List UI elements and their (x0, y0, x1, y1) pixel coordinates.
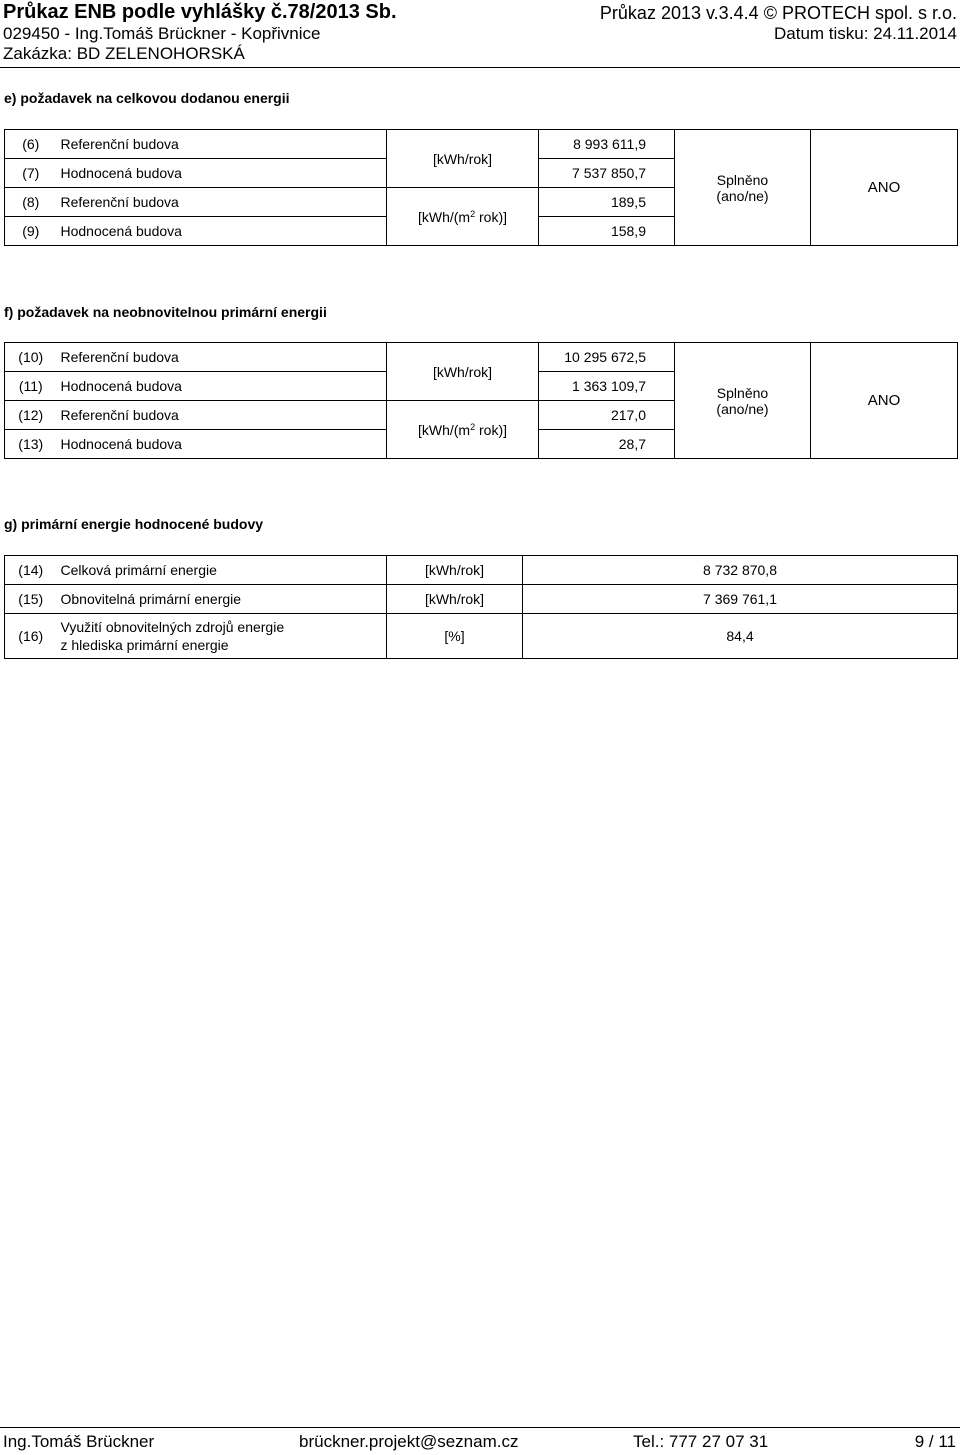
section-f-title: f) požadavek na neobnovitelnou primární energii (4, 304, 327, 320)
row-value: 8 732 870,8 (523, 556, 958, 585)
row-value: 1 363 109,7 (539, 372, 675, 401)
table-row (5, 343, 958, 372)
fulfilled-label: Splněno (716, 384, 769, 401)
row-label-line: Využití obnovitelných zdrojů energie (60, 619, 285, 635)
row-index: (13) (5, 430, 57, 459)
row-label: Hodnocená budova (57, 217, 387, 246)
unit-cell: [kWh/rok] (387, 343, 539, 401)
document-title: Průkaz ENB podle vyhlášky č.78/2013 Sb. (3, 1, 397, 23)
row-label (57, 614, 387, 659)
row-label: Hodnocená budova (57, 159, 387, 188)
software-version: Průkaz 2013 v.3.4.4 © PROTECH spol. s r.o. (599, 3, 957, 23)
row-index: (12) (5, 401, 57, 430)
unit-superscript: 2 (470, 421, 476, 432)
row-index: (15) (5, 585, 57, 614)
row-value: 8 993 611,9 (539, 130, 675, 159)
section-e-table (4, 129, 958, 246)
row-index: (6) (5, 130, 57, 159)
unit-cell (387, 401, 539, 459)
answer-cell: ANO (811, 130, 958, 246)
row-unit: [kWh/rok] (387, 556, 523, 585)
section-e-title: e) požadavek na celkovou dodanou energii (4, 90, 290, 106)
row-label: Referenční budova (57, 343, 387, 372)
row-index: (16) (5, 614, 57, 659)
fulfilled-cell (675, 130, 811, 246)
row-label-line: z hlediska primární energie (60, 637, 229, 653)
footer-phone: Tel.: 777 27 07 31 (633, 1432, 769, 1451)
row-label: Obnovitelná primární energie (57, 585, 387, 614)
row-value: 7 369 761,1 (523, 585, 958, 614)
row-value: 217,0 (539, 401, 675, 430)
section-f-table (4, 342, 958, 459)
row-index: (10) (5, 343, 57, 372)
fulfilled-label: Splněno (716, 171, 769, 188)
unit-text: rok)] (475, 421, 507, 438)
unit-text: [kWh/(m (417, 208, 471, 225)
page-header (0, 0, 960, 68)
row-value: 28,7 (539, 430, 675, 459)
row-value: 84,4 (523, 614, 958, 659)
row-value: 189,5 (539, 188, 675, 217)
project-line: Zakázka: BD ZELENOHORSKÁ (3, 44, 245, 63)
print-date: Datum tisku: 24.11.2014 (773, 24, 957, 43)
table-row (5, 130, 958, 159)
yes-no-label: (ano/ne) (716, 400, 769, 417)
footer-name: Ing.Tomáš Brückner (3, 1432, 155, 1451)
row-label: Referenční budova (57, 130, 387, 159)
unit-text: [kWh/(m (417, 421, 471, 438)
row-label: Referenční budova (57, 401, 387, 430)
row-index: (7) (5, 159, 57, 188)
row-value: 158,9 (539, 217, 675, 246)
row-label: Celková primární energie (57, 556, 387, 585)
section-g-title: g) primární energie hodnocené budovy (4, 516, 264, 532)
footer-divider (0, 1427, 960, 1428)
row-unit: [kWh/rok] (387, 585, 523, 614)
yes-no-label: (ano/ne) (716, 187, 769, 204)
fulfilled-cell (675, 343, 811, 459)
row-index: (8) (5, 188, 57, 217)
table-row (5, 585, 958, 614)
row-value: 7 537 850,7 (539, 159, 675, 188)
answer-cell: ANO (811, 343, 958, 459)
section-g-table (4, 555, 958, 659)
header-divider (0, 67, 960, 68)
unit-cell: [kWh/rok] (387, 130, 539, 188)
row-index: (14) (5, 556, 57, 585)
row-label: Referenční budova (57, 188, 387, 217)
unit-cell (387, 188, 539, 246)
footer-email: brückner.projekt@seznam.cz (299, 1432, 519, 1451)
row-label: Hodnocená budova (57, 372, 387, 401)
row-value: 10 295 672,5 (539, 343, 675, 372)
author-line: 029450 - Ing.Tomáš Brückner - Kopřivnice (3, 24, 321, 43)
row-index: (11) (5, 372, 57, 401)
row-index: (9) (5, 217, 57, 246)
table-row (5, 614, 958, 659)
unit-text: rok)] (475, 208, 507, 225)
table-row (5, 556, 958, 585)
row-label: Hodnocená budova (57, 430, 387, 459)
page-number: 9 / 11 (914, 1432, 956, 1451)
row-unit: [%] (387, 614, 523, 659)
unit-superscript: 2 (470, 208, 476, 219)
